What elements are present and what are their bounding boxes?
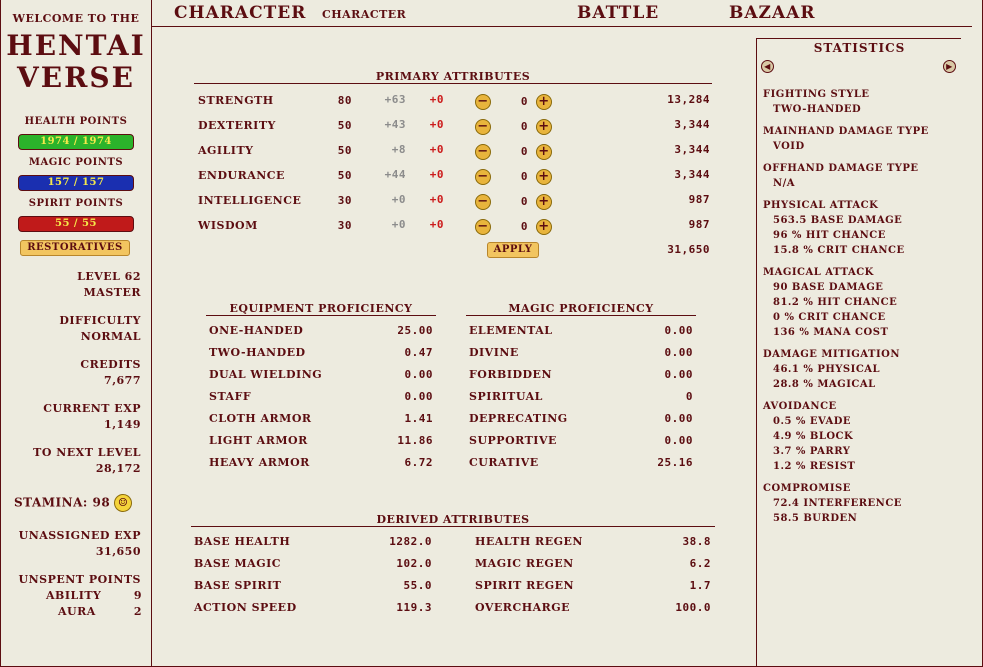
equipment-proficiency-name: STAFF [209, 390, 252, 403]
magic-proficiency-value: 25.16 [657, 456, 693, 469]
attribute-base: 50 [337, 144, 352, 157]
derived-attribute-value: 6.2 [689, 557, 711, 570]
derived-attribute-name: OVERCHARGE [475, 601, 571, 614]
compromise-line-2: 58.5 BURDEN [773, 513, 858, 524]
increase-button[interactable]: + [536, 194, 552, 210]
attribute-name: ENDURANCE [198, 169, 285, 182]
attribute-count: 0 [520, 145, 528, 158]
attribute-mod: +0 [429, 118, 444, 131]
increase-button[interactable]: + [536, 219, 552, 235]
attribute-exp-cost: 13,284 [667, 93, 710, 106]
magic-proficiency-name: DIVINE [469, 346, 519, 359]
magic-proficiency-value: 0.00 [664, 368, 693, 381]
derived-attribute-name: SPIRIT REGEN [475, 579, 575, 592]
unspent-points-label: UNSPENT POINTS [18, 573, 141, 586]
attribute-exp-cost: 987 [688, 218, 710, 231]
physical-line-2: 96 % HIT CHANCE [773, 230, 886, 241]
magical-line-1: 90 BASE DAMAGE [773, 282, 884, 293]
derived-attribute-value: 100.0 [675, 601, 711, 614]
derived-attribute-value: 38.8 [682, 535, 711, 548]
apply-button[interactable]: APPLY [487, 242, 539, 258]
derived-attribute-name: ACTION SPEED [194, 601, 297, 614]
avoidance-label: AVOIDANCE [763, 401, 837, 412]
arrow-left-icon[interactable]: ◀ [761, 60, 774, 73]
derived-attribute-name: HEALTH REGEN [475, 535, 583, 548]
unassigned-exp-label: UNASSIGNED EXP [18, 529, 141, 542]
attribute-count: 0 [520, 120, 528, 133]
increase-button[interactable]: + [536, 169, 552, 185]
logo [0, 30, 152, 94]
attribute-count: 0 [520, 220, 528, 233]
top-nav [152, 0, 972, 27]
attribute-bonus: +0 [391, 193, 406, 206]
magic-proficiency-name: ELEMENTAL [469, 324, 553, 337]
aura-value: 2 [133, 605, 142, 618]
logo-line-2: VERSE [17, 61, 135, 94]
spirit-label: SPIRIT POINTS [28, 198, 124, 209]
mitigation-line-2: 28.8 % MAGICAL [773, 379, 876, 390]
arrow-right-icon[interactable]: ▶ [943, 60, 956, 73]
fighting-style-label: FIGHTING STYLE [763, 89, 870, 100]
decrease-button[interactable]: − [475, 94, 491, 110]
derived-attribute-name: MAGIC REGEN [475, 557, 574, 570]
equipment-proficiency-name: ONE-HANDED [209, 324, 304, 337]
increase-button[interactable]: + [536, 144, 552, 160]
magic-proficiency-title: MAGIC PROFICIENCY [466, 302, 696, 316]
physical-line-1: 563.5 BASE DAMAGE [773, 215, 903, 226]
attribute-mod: +0 [429, 93, 444, 106]
restoratives-button[interactable]: RESTORATIVES [20, 240, 130, 256]
derived-attribute-name: BASE HEALTH [194, 535, 291, 548]
magic-proficiency-name: SPIRITUAL [469, 390, 543, 403]
compromise-line-1: 72.4 INTERFERENCE [773, 498, 902, 509]
attribute-bonus: +43 [384, 118, 406, 131]
magic-proficiency-value: 0.00 [664, 324, 693, 337]
statistics-title: STATISTICS [813, 41, 906, 55]
attribute-count: 0 [520, 170, 528, 183]
attribute-bonus: +44 [384, 168, 406, 181]
avoidance-line-4: 1.2 % RESIST [773, 461, 856, 472]
magic-bar: 157 / 157 [18, 175, 134, 191]
derived-attribute-value: 55.0 [403, 579, 432, 592]
decrease-button[interactable]: − [475, 194, 491, 210]
attribute-name: INTELLIGENCE [198, 194, 302, 207]
avoidance-line-2: 4.9 % BLOCK [773, 431, 854, 442]
increase-button[interactable]: + [536, 119, 552, 135]
avoidance-line-1: 0.5 % EVADE [773, 416, 852, 427]
magical-line-3: 0 % CRIT CHANCE [773, 312, 886, 323]
magic-proficiency-value: 0.00 [664, 434, 693, 447]
attribute-count: 0 [520, 95, 528, 108]
difficulty-label: DIFFICULTY [59, 314, 141, 327]
attribute-name: DEXTERITY [198, 119, 276, 132]
derived-attribute-value: 119.3 [396, 601, 432, 614]
derived-attribute-name: BASE MAGIC [194, 557, 281, 570]
aura-label: AURA [58, 605, 96, 618]
decrease-button[interactable]: − [475, 219, 491, 235]
increase-button[interactable]: + [536, 94, 552, 110]
physical-line-3: 15.8 % CRIT CHANCE [773, 245, 905, 256]
equipment-proficiency-title: EQUIPMENT PROFICIENCY [206, 302, 436, 316]
spirit-bar: 55 / 55 [18, 216, 134, 232]
welcome-text: WELCOME TO THE [12, 12, 140, 25]
equipment-proficiency-value: 1.41 [404, 412, 433, 425]
magic-proficiency-value: 0 [685, 390, 693, 403]
derived-attribute-value: 1282.0 [389, 535, 432, 548]
equipment-proficiency-value: 6.72 [404, 456, 433, 469]
ability-value: 9 [133, 589, 142, 602]
attribute-base: 50 [337, 119, 352, 132]
attribute-exp-cost: 3,344 [674, 143, 710, 156]
magic-proficiency-name: CURATIVE [469, 456, 539, 469]
rank-text: MASTER [83, 286, 141, 299]
magic-proficiency-value: 0.00 [664, 346, 693, 359]
unassigned-exp-value: 31,650 [95, 545, 141, 558]
statistics-panel [756, 38, 961, 667]
ability-label: ABILITY [46, 589, 102, 602]
mitigation-line-1: 46.1 % PHYSICAL [773, 364, 881, 375]
equipment-proficiency-value: 11.86 [397, 434, 433, 447]
mainhand-label: MAINHAND DAMAGE TYPE [763, 126, 929, 137]
nav-bazaar[interactable]: BAZAAR [729, 3, 816, 23]
smiley-face-icon: ☺ [114, 494, 132, 512]
decrease-button[interactable]: − [475, 169, 491, 185]
avoidance-line-3: 3.7 % PARRY [773, 446, 851, 457]
offhand-label: OFFHAND DAMAGE TYPE [763, 163, 919, 174]
equipment-proficiency-value: 0.00 [404, 368, 433, 381]
primary-attributes-title: PRIMARY ATTRIBUTES [194, 70, 712, 84]
derived-attribute-value: 102.0 [396, 557, 432, 570]
equipment-proficiency-name: CLOTH ARMOR [209, 412, 312, 425]
attribute-bonus: +63 [384, 93, 406, 106]
magic-proficiency-value: 0.00 [664, 412, 693, 425]
attribute-base: 30 [337, 219, 352, 232]
attribute-base: 30 [337, 194, 352, 207]
current-exp-label: CURRENT EXP [43, 402, 141, 415]
attribute-bonus: +8 [391, 143, 406, 156]
stamina-text: STAMINA: 98 [14, 495, 111, 510]
equipment-proficiency-name: HEAVY ARMOR [209, 456, 310, 469]
attribute-name: STRENGTH [198, 94, 274, 107]
fighting-style-value: TWO-HANDED [773, 104, 862, 115]
next-level-value: 28,172 [95, 462, 141, 475]
offhand-value: N/A [773, 178, 796, 189]
derived-attributes-title: DERIVED ATTRIBUTES [191, 513, 715, 527]
magic-proficiency-name: DEPRECATING [469, 412, 568, 425]
physical-attack-label: PHYSICAL ATTACK [763, 200, 879, 211]
magic-proficiency-name: FORBIDDEN [469, 368, 552, 381]
health-label: HEALTH POINTS [24, 116, 128, 127]
nav-character-sub[interactable]: CHARACTER [322, 8, 407, 21]
stamina-display [14, 494, 132, 512]
level-text: LEVEL 62 [77, 270, 141, 283]
logo-line-1: HENTAI [6, 29, 146, 62]
attribute-mod: +0 [429, 143, 444, 156]
attribute-count: 0 [520, 195, 528, 208]
compromise-label: COMPROMISE [763, 483, 851, 494]
next-level-label: TO NEXT LEVEL [33, 446, 141, 459]
health-bar: 1974 / 1974 [18, 134, 134, 150]
nav-character[interactable]: CHARACTER [174, 3, 307, 23]
magical-attack-label: MAGICAL ATTACK [763, 267, 874, 278]
equipment-proficiency-name: LIGHT ARMOR [209, 434, 308, 447]
equipment-proficiency-name: DUAL WIELDING [209, 368, 323, 381]
primary-total: 31,650 [667, 243, 710, 256]
difficulty-value[interactable]: NORMAL [80, 330, 141, 343]
attribute-mod: +0 [429, 168, 444, 181]
attribute-bonus: +0 [391, 218, 406, 231]
mainhand-value: VOID [773, 141, 805, 152]
decrease-button[interactable]: − [475, 119, 491, 135]
credits-value: 7,677 [104, 374, 141, 387]
magic-proficiency-name: SUPPORTIVE [469, 434, 557, 447]
left-sidebar [0, 0, 152, 667]
magical-line-2: 81.2 % HIT CHANCE [773, 297, 898, 308]
equipment-proficiency-name: TWO-HANDED [209, 346, 306, 359]
attribute-base: 50 [337, 169, 352, 182]
attribute-exp-cost: 3,344 [674, 168, 710, 181]
attribute-name: AGILITY [198, 144, 254, 157]
magical-line-4: 136 % MANA COST [773, 327, 889, 338]
attribute-mod: +0 [429, 193, 444, 206]
current-exp-value: 1,149 [104, 418, 141, 431]
derived-attribute-name: BASE SPIRIT [194, 579, 282, 592]
attribute-exp-cost: 987 [688, 193, 710, 206]
attribute-name: WISDOM [198, 219, 258, 232]
attribute-exp-cost: 3,344 [674, 118, 710, 131]
mitigation-label: DAMAGE MITIGATION [763, 349, 900, 360]
derived-attribute-value: 1.7 [689, 579, 711, 592]
equipment-proficiency-value: 0.47 [404, 346, 433, 359]
decrease-button[interactable]: − [475, 144, 491, 160]
equipment-proficiency-value: 25.00 [397, 324, 433, 337]
magic-label: MAGIC POINTS [28, 157, 124, 168]
attribute-base: 80 [337, 94, 352, 107]
credits-label: CREDITS [80, 358, 141, 371]
nav-battle[interactable]: BATTLE [577, 3, 660, 23]
attribute-mod: +0 [429, 218, 444, 231]
equipment-proficiency-value: 0.00 [404, 390, 433, 403]
